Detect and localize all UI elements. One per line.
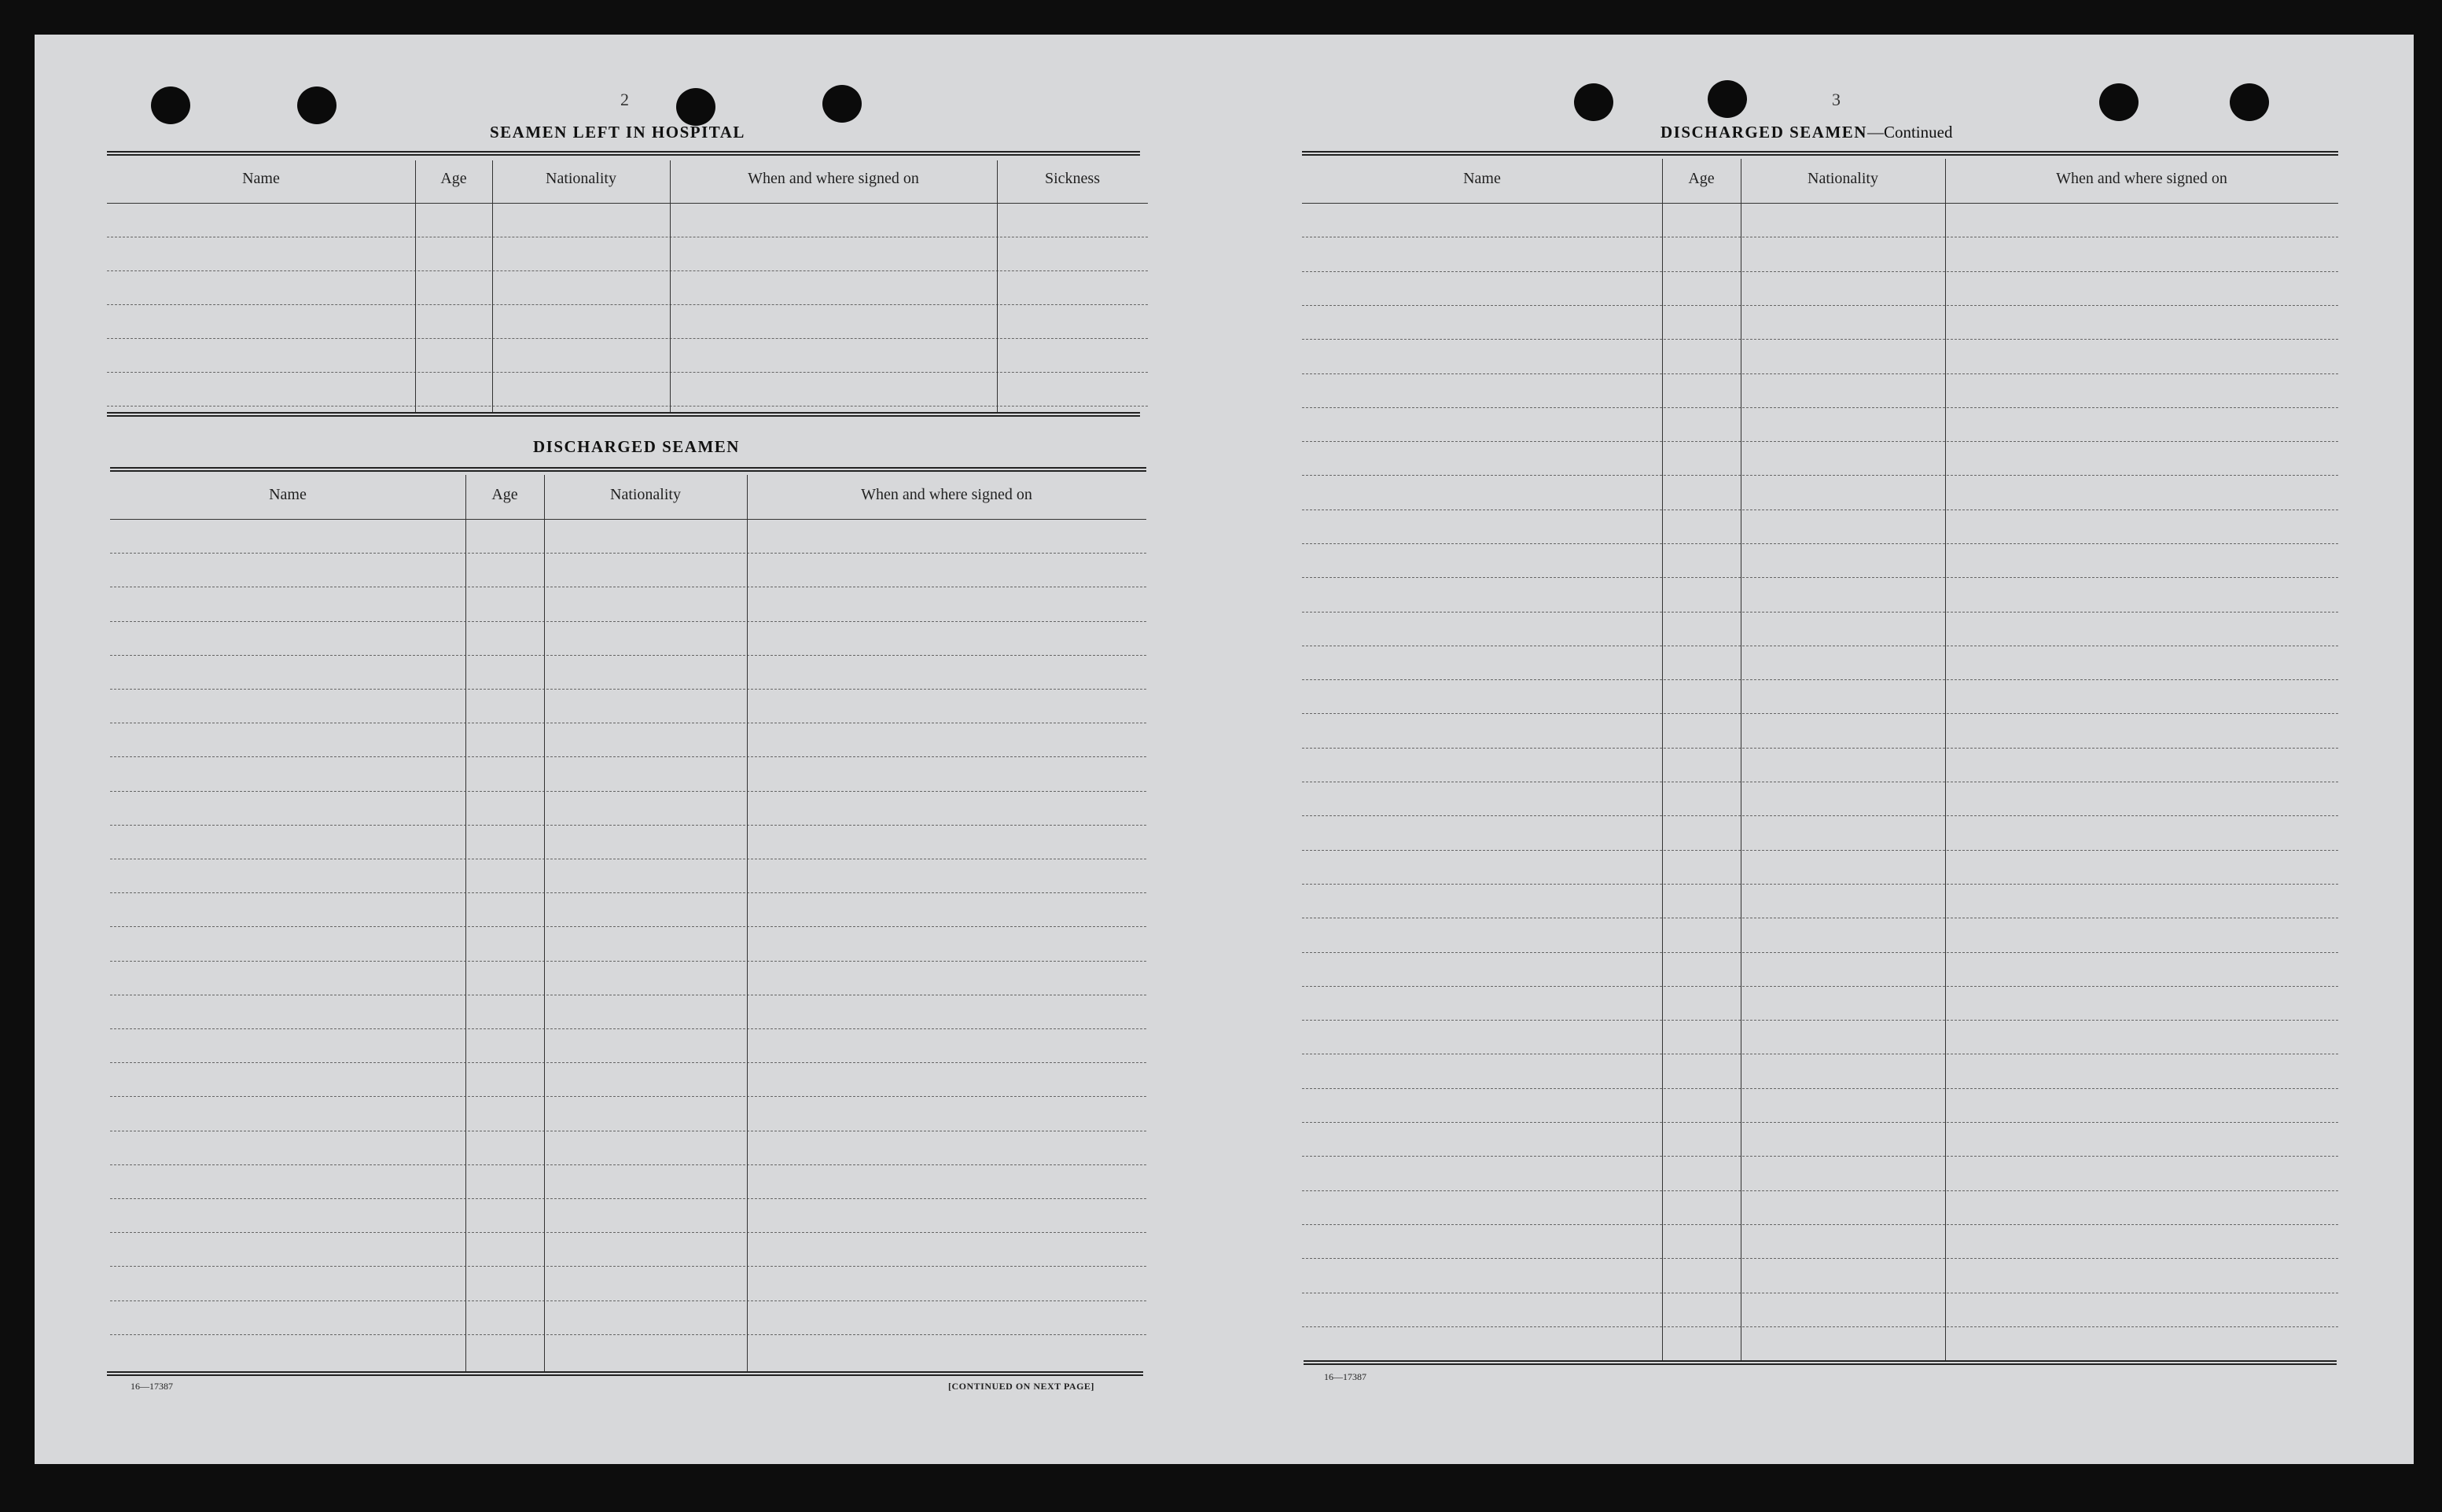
discharged-row-line <box>110 892 1146 893</box>
hospital-column-header: Sickness <box>1045 170 1100 187</box>
discharged-row-line <box>110 961 1146 962</box>
punch-hole <box>2230 83 2269 121</box>
discharged-column-header: Age <box>491 486 518 503</box>
discharged-row-line <box>110 689 1146 690</box>
continued-column-header: Nationality <box>1808 170 1878 187</box>
discharged-row-line <box>110 1062 1146 1063</box>
discharged-row-line <box>110 1300 1146 1301</box>
continued-row-line <box>1302 1190 2338 1191</box>
discharged-row-line <box>110 1232 1146 1233</box>
continued-title-main: DISCHARGED SEAMEN <box>1660 123 1867 142</box>
hospital-row-line <box>107 304 1148 305</box>
continued-note: [CONTINUED ON NEXT PAGE] <box>948 1381 1094 1392</box>
hospital-column-header: Age <box>440 170 467 187</box>
discharged-column-header: Name <box>269 486 307 503</box>
continued-row-line <box>1302 713 2338 714</box>
page-number-right: 3 <box>1832 90 1841 109</box>
discharged-row-line <box>110 553 1146 554</box>
discharged-row-line <box>110 655 1146 656</box>
hospital-column-divider <box>670 160 671 412</box>
discharged-column-divider <box>544 475 545 1371</box>
form-number-left: 16—17387 <box>131 1381 173 1392</box>
continued-row-line <box>1302 1020 2338 1021</box>
continued-column-divider <box>1662 159 1663 1360</box>
discharged-column-header: Nationality <box>610 486 681 503</box>
continued-row-line <box>1302 986 2338 987</box>
punch-hole <box>1574 83 1613 121</box>
hospital-column-divider <box>492 160 493 412</box>
hospital-row-line <box>107 406 1148 407</box>
discharged-row-line <box>110 756 1146 757</box>
continued-row-line <box>1302 1258 2338 1259</box>
continued-row-line <box>1302 850 2338 851</box>
hospital-column-header: When and where signed on <box>748 170 919 187</box>
discharged-row-line <box>110 825 1146 826</box>
continued-title-suffix: —Continued <box>1866 123 1953 142</box>
hospital-header-rule <box>107 151 1140 156</box>
discharged-row-line <box>110 1266 1146 1267</box>
form-number-right: 16—17387 <box>1324 1371 1366 1382</box>
discharged-section-title: DISCHARGED SEAMEN <box>533 437 740 456</box>
continued-row-line <box>1302 612 2338 613</box>
discharged-row-line <box>110 621 1146 622</box>
discharged-row-line <box>110 1164 1146 1165</box>
document-spread <box>35 35 2414 1464</box>
continued-row-line <box>1302 475 2338 476</box>
continued-row-line <box>1302 339 2338 340</box>
punch-hole <box>297 86 337 124</box>
discharged-row-line <box>110 791 1146 792</box>
continued-row-line <box>1302 1088 2338 1089</box>
discharged-row-line <box>110 926 1146 927</box>
hospital-section-title: SEAMEN LEFT IN HOSPITAL <box>490 123 745 142</box>
continued-row-line <box>1302 441 2338 442</box>
continued-row-line <box>1302 543 2338 544</box>
discharged-header-underline <box>110 519 1146 520</box>
hospital-row-line <box>107 372 1148 373</box>
discharged-column-divider <box>747 475 748 1371</box>
discharged-header-rule <box>110 467 1146 472</box>
continued-row-line <box>1302 748 2338 749</box>
hospital-bottom-rule <box>107 412 1140 417</box>
continued-row-line <box>1302 373 2338 374</box>
hospital-column-divider <box>415 160 416 412</box>
discharged-row-line <box>110 1028 1146 1029</box>
continued-column-header: When and where signed on <box>2056 170 2227 187</box>
punch-hole <box>151 86 190 124</box>
continued-row-line <box>1302 1326 2338 1327</box>
continued-row-line <box>1302 815 2338 816</box>
punch-hole <box>2099 83 2139 121</box>
discharged-row-line <box>110 1334 1146 1335</box>
hospital-column-header: Name <box>242 170 280 187</box>
punch-hole <box>1708 80 1747 118</box>
discharged-row-line <box>110 1096 1146 1097</box>
continued-column-header: Name <box>1463 170 1501 187</box>
page-number-left: 2 <box>620 90 629 109</box>
discharged-column-header: When and where signed on <box>861 486 1032 503</box>
continued-bottom-rule <box>1304 1360 2337 1365</box>
hospital-row-line <box>107 270 1148 271</box>
discharged-column-divider <box>465 475 466 1371</box>
hospital-column-header: Nationality <box>546 170 616 187</box>
continued-section-title <box>1660 123 1952 142</box>
continued-column-header: Age <box>1688 170 1715 187</box>
continued-row-line <box>1302 1156 2338 1157</box>
continued-row-line <box>1302 952 2338 953</box>
punch-hole <box>822 85 862 123</box>
continued-row-line <box>1302 271 2338 272</box>
discharged-bottom-rule <box>107 1371 1143 1376</box>
hospital-column-divider <box>997 160 998 412</box>
continued-row-line <box>1302 884 2338 885</box>
continued-row-line <box>1302 1224 2338 1225</box>
continued-row-line <box>1302 305 2338 306</box>
continued-header-rule <box>1302 151 2338 156</box>
continued-row-line <box>1302 679 2338 680</box>
discharged-row-line <box>110 1198 1146 1199</box>
hospital-row-line <box>107 338 1148 339</box>
continued-row-line <box>1302 1122 2338 1123</box>
punch-hole <box>676 88 715 126</box>
continued-header-underline <box>1302 203 2338 204</box>
continued-row-line <box>1302 577 2338 578</box>
continued-column-divider <box>1945 159 1946 1360</box>
continued-row-line <box>1302 407 2338 408</box>
hospital-header-underline <box>107 203 1148 204</box>
